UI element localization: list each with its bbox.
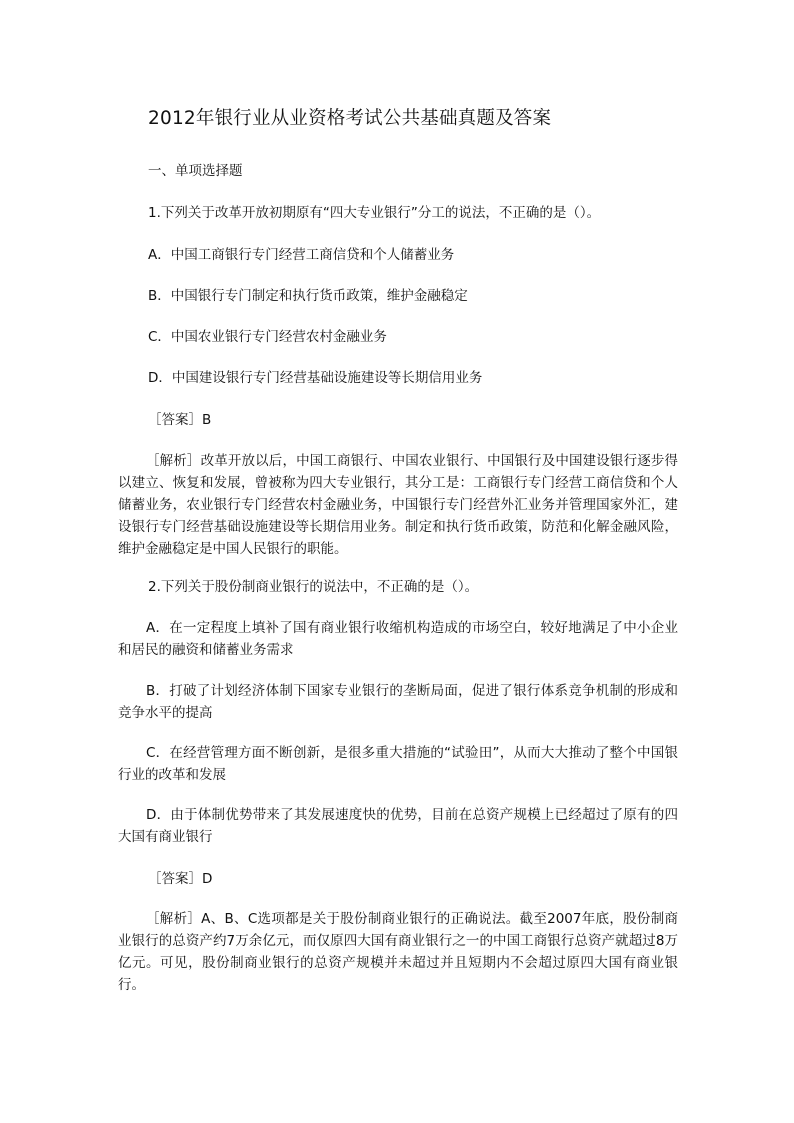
question-1-option-d: D．中国建设银行专门经营基础设施建设等长期信用业务 (148, 370, 483, 386)
document-title: 2012年银行业从业资格考试公共基础真题及答案 (148, 108, 552, 129)
question-2-option-a: A．在一定程度上填补了国有商业银行收缩机构造成的市场空白，较好地满足了中小企业和居民的融资和储蓄业务需求 (118, 620, 678, 658)
question-1-analysis: ［解析］改革开放以后，中国工商银行、中国农业银行、中国银行及中国建设银行逐步得以建立、恢复和发展，曾被称为四大专业银行，其分工是：工商银行专门经营工商信贷和个人储蓄业务，农业银行专门经营农村金融业务，中国银行专门经营外汇业务并管理国家外汇，建设银行专门经营基础设施建设等长期信用业务。制定和执行货币政策，防范和化解金融风险，维护金融稳定是中国人民银行的职能。 (118, 453, 678, 557)
question-2-answer: ［答案］D (148, 871, 213, 887)
question-2-option-b: B．打破了计划经济体制下国家专业银行的垄断局面，促进了银行体系竞争机制的形成和竞争水平的提高 (118, 683, 678, 721)
question-1-option-b: B．中国银行专门制定和执行货币政策，维护金融稳定 (148, 288, 468, 304)
question-2-option-c: C．在经营管理方面不断创新，是很多重大措施的“试验田”，从而大大推动了整个中国银行业的改革和发展 (118, 745, 678, 783)
question-1-answer: ［答案］B (148, 412, 212, 428)
question-2-analysis: ［解析］A、B、C选项都是关于股份制商业银行的正确说法。截至2007年底，股份制商业银行的总资产约7万余亿元，而仅原四大国有商业银行之一的中国工商银行总资产就超过8万亿元。可见，股份制商业银行的总资产规模并未超过并且短期内不会超过原四大国有商业银行。 (118, 911, 678, 993)
question-1-option-a: A．中国工商银行专门经营工商信贷和个人储蓄业务 (148, 247, 455, 263)
section-heading: 一、单项选择题 (148, 163, 243, 179)
question-2-option-d: D．由于体制优势带来了其发展速度快的优势，目前在总资产规模上已经超过了原有的四大国有商业银行 (118, 807, 678, 845)
question-1-option-c: C．中国农业银行专门经营农村金融业务 (148, 329, 387, 345)
question-2-stem: 2.下列关于股份制商业银行的说法中，不正确的是（）。 (148, 579, 479, 595)
question-1-stem: 1.下列关于改革开放初期原有“四大专业银行”分工的说法，不正确的是（）。 (148, 205, 601, 221)
